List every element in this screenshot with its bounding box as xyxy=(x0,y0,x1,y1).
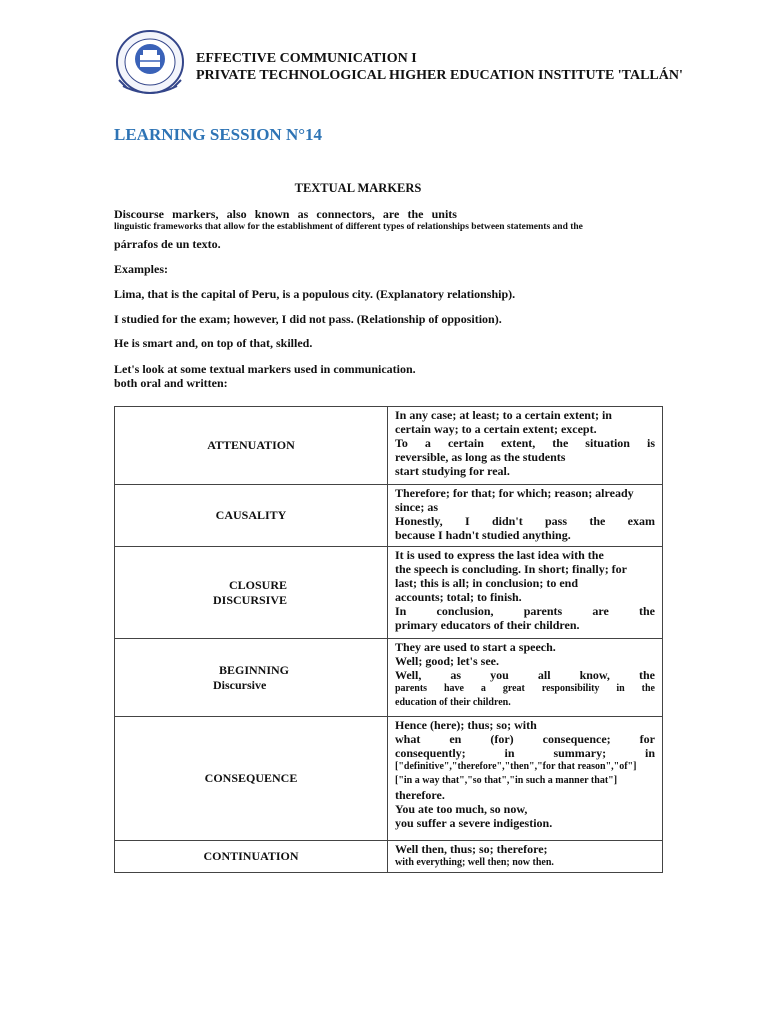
marker-description-line: To a certain extent, the situation is xyxy=(395,436,655,450)
intro-paragraph xyxy=(114,207,457,222)
marker-description-line: Well, as you all know, the xyxy=(395,668,655,682)
marker-description-line: They are used to start a speech. xyxy=(395,640,556,654)
institute-seal-logo xyxy=(113,28,187,98)
example-3: He is smart and, on top of that, skilled. xyxy=(114,336,313,350)
marker-term xyxy=(115,407,388,485)
example-1: Lima, that is the capital of Peru, is a populous city. (Explanatory relationship). xyxy=(114,287,516,301)
intro-word: Discourse xyxy=(114,207,164,221)
marker-description-line: last; this is all; in conclusion; to end xyxy=(395,576,579,590)
outro-line-2: both oral and written: xyxy=(114,376,228,390)
marker-row xyxy=(115,639,663,717)
institute-name: PRIVATE TECHNOLOGICAL HIGHER EDUCATION INSTITUTE 'TALLÁN' xyxy=(196,68,683,83)
marker-description xyxy=(388,639,663,717)
marker-description-line: start studying for real. xyxy=(395,464,510,478)
marker-description xyxy=(388,717,663,841)
marker-description-line: therefore. xyxy=(395,788,445,802)
marker-row xyxy=(115,547,663,639)
marker-row xyxy=(115,841,663,873)
marker-term-line: DISCURSIVE xyxy=(213,592,288,607)
intro-word: units xyxy=(431,207,457,221)
marker-description-line: certain way; to a certain extent; except. xyxy=(395,422,597,436)
marker-term-line: BEGINNING xyxy=(219,662,290,677)
marker-description-line: consequently; in summary; in xyxy=(395,746,655,760)
section-title xyxy=(0,181,768,196)
intro-word: connectors, xyxy=(316,207,375,221)
marker-description-line: accounts; total; to finish. xyxy=(395,590,522,604)
marker-description-line: Well; good; let's see. xyxy=(395,654,499,668)
marker-term xyxy=(115,547,388,639)
outro-line-1: Let's look at some textual markers used in communication. xyxy=(114,362,416,376)
marker-description-line: Therefore; for that; for which; reason; already xyxy=(395,486,634,500)
intro-word: markers, xyxy=(172,207,219,221)
intro-line-1 xyxy=(114,207,457,222)
marker-description xyxy=(388,407,663,485)
marker-row xyxy=(115,407,663,485)
marker-description-line: It is used to express the last idea with the xyxy=(395,548,604,562)
marker-row xyxy=(115,717,663,841)
marker-term-line: CLOSURE xyxy=(229,577,288,592)
marker-description-line: since; as xyxy=(395,500,438,514)
intro-word: are xyxy=(382,207,400,221)
marker-description-line: reversible, as long as the students xyxy=(395,450,566,464)
marker-description-line: education of their children. xyxy=(395,697,511,708)
marker-description-line: ["definitive","therefore","then","for that reason","of"] xyxy=(395,761,637,772)
textual-markers-table xyxy=(114,406,663,873)
marker-description-line: Honestly, I didn't pass the exam xyxy=(395,514,655,528)
marker-term xyxy=(115,717,388,841)
intro-word: known xyxy=(254,207,290,221)
marker-term-line: CONSEQUENCE xyxy=(204,771,298,785)
intro-word: the xyxy=(407,207,424,221)
intro-word: as xyxy=(297,207,309,221)
marker-description-line: primary educators of their children. xyxy=(395,618,580,632)
marker-description xyxy=(388,485,663,547)
marker-description-line: the speech is concluding. In short; finally; for xyxy=(395,562,628,576)
marker-term xyxy=(115,485,388,547)
marker-term-line: ATTENUATION xyxy=(207,438,295,452)
marker-description-line: ["in a way that","so that","in such a manner that"] xyxy=(395,775,618,786)
marker-description-line: you suffer a severe indigestion. xyxy=(395,816,553,830)
marker-description-line: Well then, thus; so; therefore; xyxy=(395,842,548,856)
marker-description-line: because I hadn't studied anything. xyxy=(395,528,571,542)
marker-term xyxy=(115,639,388,717)
marker-description-line: parents have a great responsibility in the xyxy=(395,683,655,694)
marker-row xyxy=(115,485,663,547)
marker-description-line: You ate too much, so now, xyxy=(395,802,528,816)
marker-description xyxy=(388,841,663,873)
session-title: LEARNING SESSION N°14 xyxy=(114,125,323,144)
marker-description-line: In conclusion, parents are the xyxy=(395,604,655,618)
examples-label: Examples: xyxy=(114,262,168,276)
intro-word: also xyxy=(226,207,247,221)
marker-description xyxy=(388,547,663,639)
example-2: I studied for the exam; however, I did not pass. (Relationship of opposition). xyxy=(114,312,502,326)
marker-term-line: CONTINUATION xyxy=(203,849,299,863)
document-header xyxy=(196,50,683,84)
marker-description-line: In any case; at least; to a certain extent; in xyxy=(395,408,612,422)
marker-term xyxy=(115,841,388,873)
marker-term-line: Discursive xyxy=(213,677,267,692)
marker-description-line: what en (for) consequence; for xyxy=(395,732,655,746)
marker-term-line: CAUSALITY xyxy=(215,508,287,522)
marker-description-line: Hence (here); thus; so; with xyxy=(395,718,537,732)
intro-line-2: linguistic frameworks that allow for the establishment of different types of relationships between statements and the xyxy=(114,222,583,232)
section-title-text: TEXTUAL MARKERS xyxy=(294,181,422,195)
intro-line-3: párrafos de un texto. xyxy=(114,237,221,251)
marker-description-line: with everything; well then; now then. xyxy=(395,857,554,868)
course-name: EFFECTIVE COMMUNICATION I xyxy=(196,51,417,66)
